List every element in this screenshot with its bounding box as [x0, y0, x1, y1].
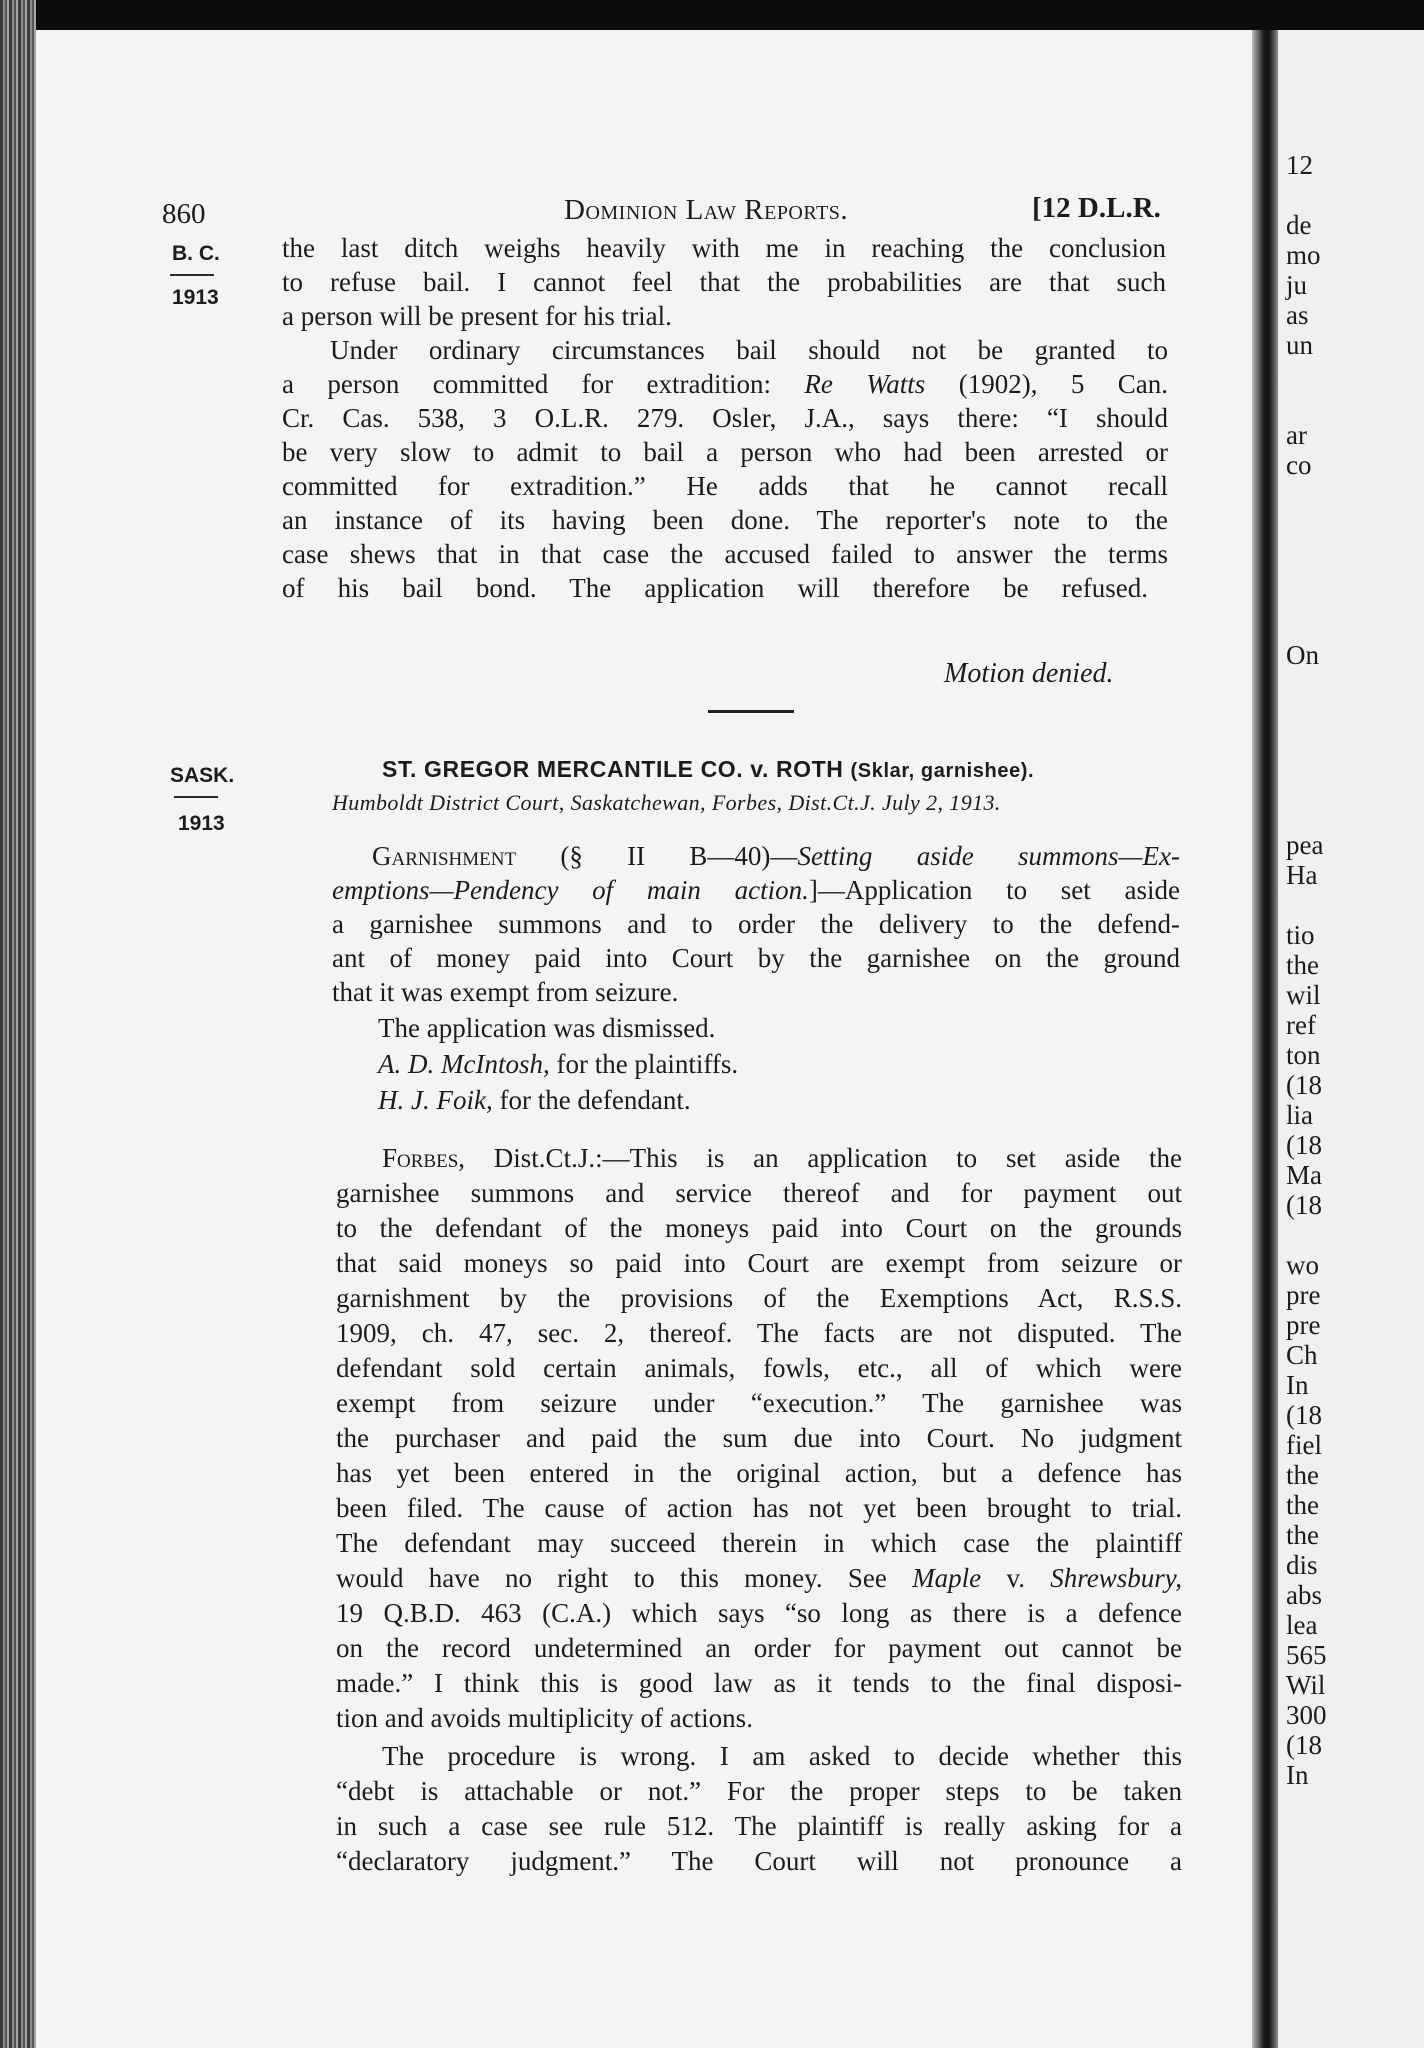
text-line: case shews that in that case the accused failed to answer the terms: [282, 539, 1168, 569]
facing-page-line: ton: [1286, 1040, 1321, 1070]
facing-page-line: fiel: [1286, 1430, 1322, 1460]
text-line: The defendant may succeed therein in which case the plaintiff: [336, 1528, 1182, 1558]
text-line: of his bail bond. The application will therefore be refused.: [282, 573, 1148, 603]
case-citation: Shrewsbury,: [1050, 1563, 1182, 1593]
text-line: the purchaser and paid the sum due into Court. No judgment: [336, 1423, 1182, 1453]
case-disposition: Motion denied.: [944, 658, 1114, 689]
text-line: Garnishment (§ II B—40)—Setting aside summons—Ex-: [372, 841, 1180, 871]
text-line: “declaratory judgment.” The Court will not pronounce a: [336, 1846, 1182, 1876]
text-line: tion and avoids multiplicity of actions.: [336, 1703, 753, 1733]
facing-page-line: tio: [1286, 920, 1315, 950]
facing-page-line: abs: [1286, 1580, 1322, 1610]
garnishee-note: (Sklar, garnishee).: [850, 760, 1035, 782]
text-line: an instance of its having been done. The reporter's note to the: [282, 505, 1168, 535]
facing-page-line: 565: [1286, 1640, 1327, 1670]
court-line: Humboldt District Court, Saskatchewan, Forbes, Dist.Ct.J. July 2, 1913.: [332, 790, 1001, 815]
margin-jurisdiction-sask: SASK.: [170, 764, 235, 787]
case-citation: Re Watts: [804, 369, 926, 399]
text-line: 1909, ch. 47, sec. 2, thereof. The facts are not disputed. The: [336, 1318, 1182, 1348]
facing-page-line: (18: [1286, 1070, 1322, 1100]
facing-page-line: mo: [1286, 240, 1321, 270]
page-number: 860: [162, 198, 206, 230]
facing-page-line: (18: [1286, 1130, 1322, 1160]
text-line: “debt is attachable or not.” For the proper steps to be taken: [336, 1776, 1182, 1806]
text-line: on the record undetermined an order for payment out cannot be: [336, 1633, 1182, 1663]
text-line: Cr. Cas. 538, 3 O.L.R. 279. Osler, J.A., says there: “I should: [282, 403, 1168, 433]
text-line: Forbes, Dist.Ct.J.:—This is an application to set aside the: [382, 1143, 1182, 1173]
facing-page-line: Ch: [1286, 1340, 1318, 1370]
facing-page-line: the: [1286, 1460, 1319, 1490]
text-line: made.” I think this is good law as it tends to the final disposi-: [336, 1668, 1182, 1698]
case-result: The application was dismissed.: [378, 1013, 716, 1043]
margin-year: 1913: [172, 286, 219, 309]
text-line: the last ditch weighs heavily with me in reaching the conclusion: [282, 233, 1166, 263]
facing-page-line: ju: [1286, 270, 1308, 300]
facing-page-line: Wil: [1286, 1670, 1326, 1700]
facing-page-line: On: [1286, 640, 1319, 670]
text-line: has yet been entered in the original action, but a defence has: [336, 1458, 1182, 1488]
case-citation: Maple: [912, 1563, 982, 1593]
facing-page-line: In: [1286, 1760, 1309, 1790]
text-line: to refuse bail. I cannot feel that the probabilities are that such: [282, 267, 1166, 297]
facing-page-line: wil: [1286, 980, 1321, 1010]
facing-page-line: as: [1286, 300, 1309, 330]
margin-rule: [170, 274, 214, 276]
facing-page-line: de: [1286, 210, 1312, 240]
facing-page-line: (18: [1286, 1400, 1322, 1430]
text-line: been filed. The cause of action has not yet been brought to trial.: [336, 1493, 1182, 1523]
text-line: committed for extradition.” He adds that he cannot recall: [282, 471, 1168, 501]
facing-page-line: ar: [1286, 420, 1307, 450]
text-line: emptions—Pendency of main action.]—Application to set aside: [332, 875, 1181, 905]
facing-page-line: the: [1286, 1490, 1319, 1520]
facing-page-line: (18: [1286, 1730, 1322, 1760]
headnote-lead: Garnishment: [372, 841, 517, 871]
running-head: Dominion Law Reports.: [564, 194, 849, 226]
text-line: be very slow to admit to bail a person who had been arrested or: [282, 437, 1168, 467]
facing-page-line: un: [1286, 330, 1313, 360]
text-line: a person will be present for his trial.: [282, 301, 672, 331]
facing-page-line: lea: [1286, 1610, 1318, 1640]
text-line: garnishee summons and service thereof and for payment out: [336, 1178, 1182, 1208]
counsel-defendant: H. J. Foik, for the defendant.: [378, 1085, 691, 1115]
text-line: The procedure is wrong. I am asked to decide whether this: [382, 1741, 1182, 1771]
text-line: a person committed for extradition: Re Watts (1902), 5 Can.: [282, 369, 1168, 399]
text-line: that it was exempt from seizure.: [332, 977, 679, 1007]
text-line: a garnishee summons and to order the delivery to the defend-: [332, 909, 1180, 939]
text-line: would have no right to this money. See Maple v. Shrewsbury,: [336, 1563, 1182, 1593]
facing-page-line: 300: [1286, 1700, 1327, 1730]
book-binding-edge: [0, 0, 36, 2048]
section-divider: [708, 710, 794, 713]
facing-page-line: (18: [1286, 1190, 1322, 1220]
facing-page-line: wo: [1286, 1250, 1319, 1280]
book-page: [36, 30, 1252, 2048]
book-gutter: [1252, 30, 1278, 2048]
text-line: that said moneys so paid into Court are exempt from seizure or: [336, 1248, 1182, 1278]
facing-page-fragment: [1278, 30, 1424, 2048]
facing-page-line: 12: [1286, 150, 1313, 180]
facing-page-line: the: [1286, 1520, 1319, 1550]
facing-page-line: dis: [1286, 1550, 1318, 1580]
text-line: defendant sold certain animals, fowls, etc., all of which were: [336, 1353, 1182, 1383]
facing-page-line: pre: [1286, 1310, 1321, 1340]
facing-page-line: ref: [1286, 1010, 1316, 1040]
judge-name: Forbes: [382, 1143, 459, 1173]
text-line: to the defendant of the moneys paid into Court on the grounds: [336, 1213, 1182, 1243]
margin-year: 1913: [178, 812, 225, 835]
counsel-plaintiff: A. D. McIntosh, for the plaintiffs.: [378, 1049, 739, 1079]
text-line: exempt from seizure under “execution.” The garnishee was: [336, 1388, 1182, 1418]
facing-page-line: pre: [1286, 1280, 1321, 1310]
text-line: in such a case see rule 512. The plaintiff is really asking for a: [336, 1811, 1182, 1841]
facing-page-line: lia: [1286, 1100, 1313, 1130]
case-title: ST. GREGOR MERCANTILE CO. v. ROTH (Sklar, garnishee).: [382, 756, 1035, 782]
text-line: garnishment by the provisions of the Exemptions Act, R.S.S.: [336, 1283, 1182, 1313]
text-line: ant of money paid into Court by the garnishee on the ground: [332, 943, 1180, 973]
facing-page-line: pea: [1286, 830, 1324, 860]
facing-page-line: Ma: [1286, 1160, 1322, 1190]
margin-rule: [174, 796, 218, 798]
margin-jurisdiction-bc: B. C.: [172, 242, 220, 265]
volume-reference: [12 D.L.R.: [1032, 192, 1161, 224]
facing-page-line: In: [1286, 1370, 1309, 1400]
facing-page-line: co: [1286, 450, 1312, 480]
facing-page-line: Ha: [1286, 860, 1318, 890]
facing-page-line: the: [1286, 950, 1319, 980]
text-line: Under ordinary circumstances bail should not be granted to: [330, 335, 1168, 365]
text-line: 19 Q.B.D. 463 (C.A.) which says “so long as there is a defence: [336, 1598, 1182, 1628]
scan-top-edge: [0, 0, 1424, 30]
